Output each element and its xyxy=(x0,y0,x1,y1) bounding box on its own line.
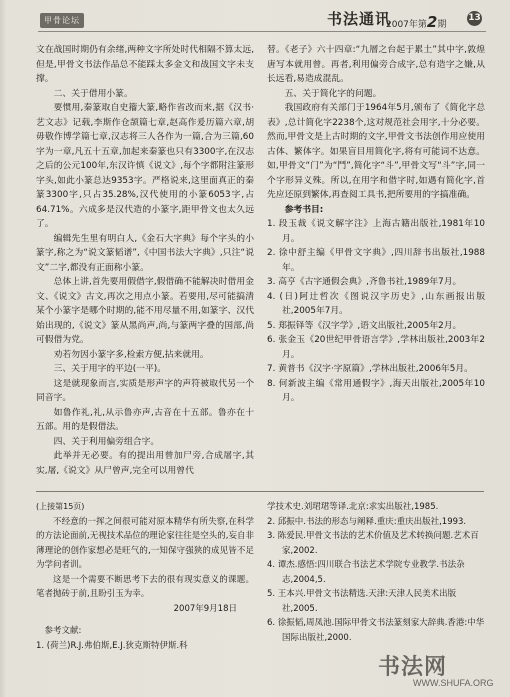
continued-article-right xyxy=(267,500,485,645)
section-heading: 三、关于用字的平边(一平)。 xyxy=(53,364,167,374)
reference-item: 3. 陈爱民.甲骨文书法的艺术价值及艺术转换问题.艺术百家,2002. xyxy=(267,531,479,556)
page-number: 13 xyxy=(467,11,482,26)
paragraph: 此举并无必要。有的提出用曾加尸旁,合成屠字,其实,屠,《说文》从尸曾声,完全可以用曾代 xyxy=(36,451,254,476)
paragraph: 这是一个需要不断思考下去的很有现实意义的课题。笔者抛砖于前,且盼引玉为幸。 xyxy=(36,574,254,599)
continued-article-left xyxy=(36,500,254,653)
header-divider xyxy=(38,31,486,32)
section-heading: 二、关于借用小篆。 xyxy=(53,88,133,99)
reference-item: 5. 郑振铎等《汉字学》,语文出版社,2005年2月。 xyxy=(267,320,462,331)
reference-item: 5. 王本兴.甲骨文书法精选.天津:天津人民美术出版社,2005. xyxy=(267,589,457,614)
section-tag: 甲骨论坛 xyxy=(40,13,84,28)
article-right-column xyxy=(267,43,485,406)
reference-item: 7. 黄普书《汉字·字原篇》,学林出版社,2006年5月。 xyxy=(267,364,473,374)
watermark-logo-text: 书法网 xyxy=(378,654,448,680)
issue-number: 2 xyxy=(426,13,438,31)
reference-item: 4. (日)阿辻哲次《图说汉字历史》,山东画报出版社,2005年7月。 xyxy=(267,291,485,316)
site-watermark xyxy=(372,648,492,694)
issue-suffix: 期 xyxy=(437,20,447,30)
references-heading: 参考书目: xyxy=(284,204,324,215)
reference-item: 6. 徐振韬,周凤池.国际甲骨文书法篆刻家大辞典.香港:中华国际出版社,2000. xyxy=(267,618,485,643)
reference-item: 1. 段玉裁《说文解字注》上海古籍出版社,1981年10月。 xyxy=(267,219,485,244)
references-heading: 参考文献: xyxy=(44,626,82,636)
paragraph: 替。《老子》六十四章:“九層之台起于累土”其中字,敦煌唐写本就用曾。再者,利用偏旁合成字,总有造字之嫌,从长远看,易造成混乱。 xyxy=(267,45,485,84)
paragraph: 不经意的一挥之间很可能对原本精华有所失察,在科学的方法论面前,无视技术品位的理论家往往是空头的,妄自非薄理论的创作家想必是旺气的,一知保守强狭的成见皆不足为学问者训。 xyxy=(36,516,254,570)
issue-info xyxy=(386,13,446,31)
reference-item: 6. 张金玉《20世纪甲骨语言学》,学林出版社,2003年2月。 xyxy=(267,335,485,360)
section-heading: 五、关于简化字的问题。 xyxy=(284,88,382,99)
paragraph: 总体上讲,首先要用假借字,假借确不能解决时借用金文、《说文》古文,再次之用点小篆。若要用,尽可能搞清某个小篆字是哪个时期的,能不用尽量不用,如篆字、汉代始出现的,《说文》篆从黑尚声,尚,与篆两字叠的国部,尚可假借为党。 xyxy=(36,277,254,345)
paragraph: 如鲁作礼,礼,从示鲁亦声,古音在十五部。鲁亦在十五部。用的是假借法。 xyxy=(36,407,254,432)
paragraph: 编辑先生里有明白人,《金石大字典》每个字头的小篆字,称之为“说文篆韬谱”,《中国书法大字典》,只注“说文”二字,都没有正面称小篆。 xyxy=(36,233,254,273)
paragraph: 劝若勿因小篆字多,检索方便,拈来就用。 xyxy=(53,349,209,360)
reference-item: 4. 谭杰.感悟:四川联合书法艺术学院专业教学.书法杂志,2004,5. xyxy=(267,560,465,585)
continued-from-note: (上接第15页) xyxy=(36,502,85,511)
reference-item: 3. 高亨《古字通假会典》,齐鲁书社,1989年7月。 xyxy=(267,277,462,287)
article-left-column xyxy=(36,43,254,478)
reference-item: 8. 何新波主编《常用通假字》,海天出版社,2005年10月。 xyxy=(267,378,485,403)
section-divider xyxy=(36,491,484,492)
issue-year: 2007年第 xyxy=(386,20,427,30)
magazine-name: 书法通讯 xyxy=(327,10,392,28)
page-header xyxy=(0,0,510,40)
paragraph: 要惯用,秦篆取自史籀大篆,略作省改而来,据《汉书·艺文志》记载,李斯作仓颉篇七章,赵高作爰历篇六章,胡毋敬作博学篇七章,汉志将三人各作为一篇,合为三篇,60字为一章,凡五十五章,加起来秦篆也只有3300字,在汉志之后的公元100年,东汉许慎《说文》,每个字都附注篆形字头,如此小篆总达9353字。严格说来,这里面真正的秦篆3300字,只占35.28%,汉代使用的小篆6053字,占64.71%。六成多是汉代造的小篆字,距甲骨文也太久远了。 xyxy=(36,103,254,229)
paragraph: 我国政府有关部门于1964年5月,颁布了《简化字总表》,总计简化字2238个,这对规范社会用字,十分必要。然而,甲骨文是上古时期的文字,甲骨文书法创作用应使用古体、繁体字。如果盲目用简化字,将有可能词不达意。如,甲骨文“门”为“鬥”,简化字“斗”,甲骨文写“斗”字,同一个字形异义殊。所以,在用字和借字时,如遇有简化字,首先应还原到繁体,再查阅工具书,把所要用的字搞准确。 xyxy=(267,103,485,200)
article-date: 2007年9月18日 xyxy=(173,603,237,614)
paragraph: 文在战国时期仍有余绪,两种文字所处时代相隔不算太远,但是,甲骨文书法作品总不能踩太多金文和战国文字未支撑。 xyxy=(36,45,254,84)
reference-item: 学技术史.刘珺珺等译.北京:求实出版社,1985. xyxy=(267,502,439,512)
reference-item: 2. 邱振中.书法的形态与阐释.重庆:重庆出版社,1993. xyxy=(267,516,467,527)
watermark-url: WWW.SHUFA.ORG xyxy=(413,678,494,688)
reference-item: 1. (荷兰)R.J.弗伯斯,E.J.狄克斯特伊斯.科 xyxy=(36,640,188,651)
section-heading: 四、关于利用偏旁组合字。 xyxy=(53,436,160,447)
paragraph: 这是就现象而言,实质是形声字的声符被取代另一个同音字。 xyxy=(36,378,254,403)
reference-item: 2. 徐中舒主编《甲骨文字典》,四川辞书出版社,1988年。 xyxy=(267,248,485,273)
